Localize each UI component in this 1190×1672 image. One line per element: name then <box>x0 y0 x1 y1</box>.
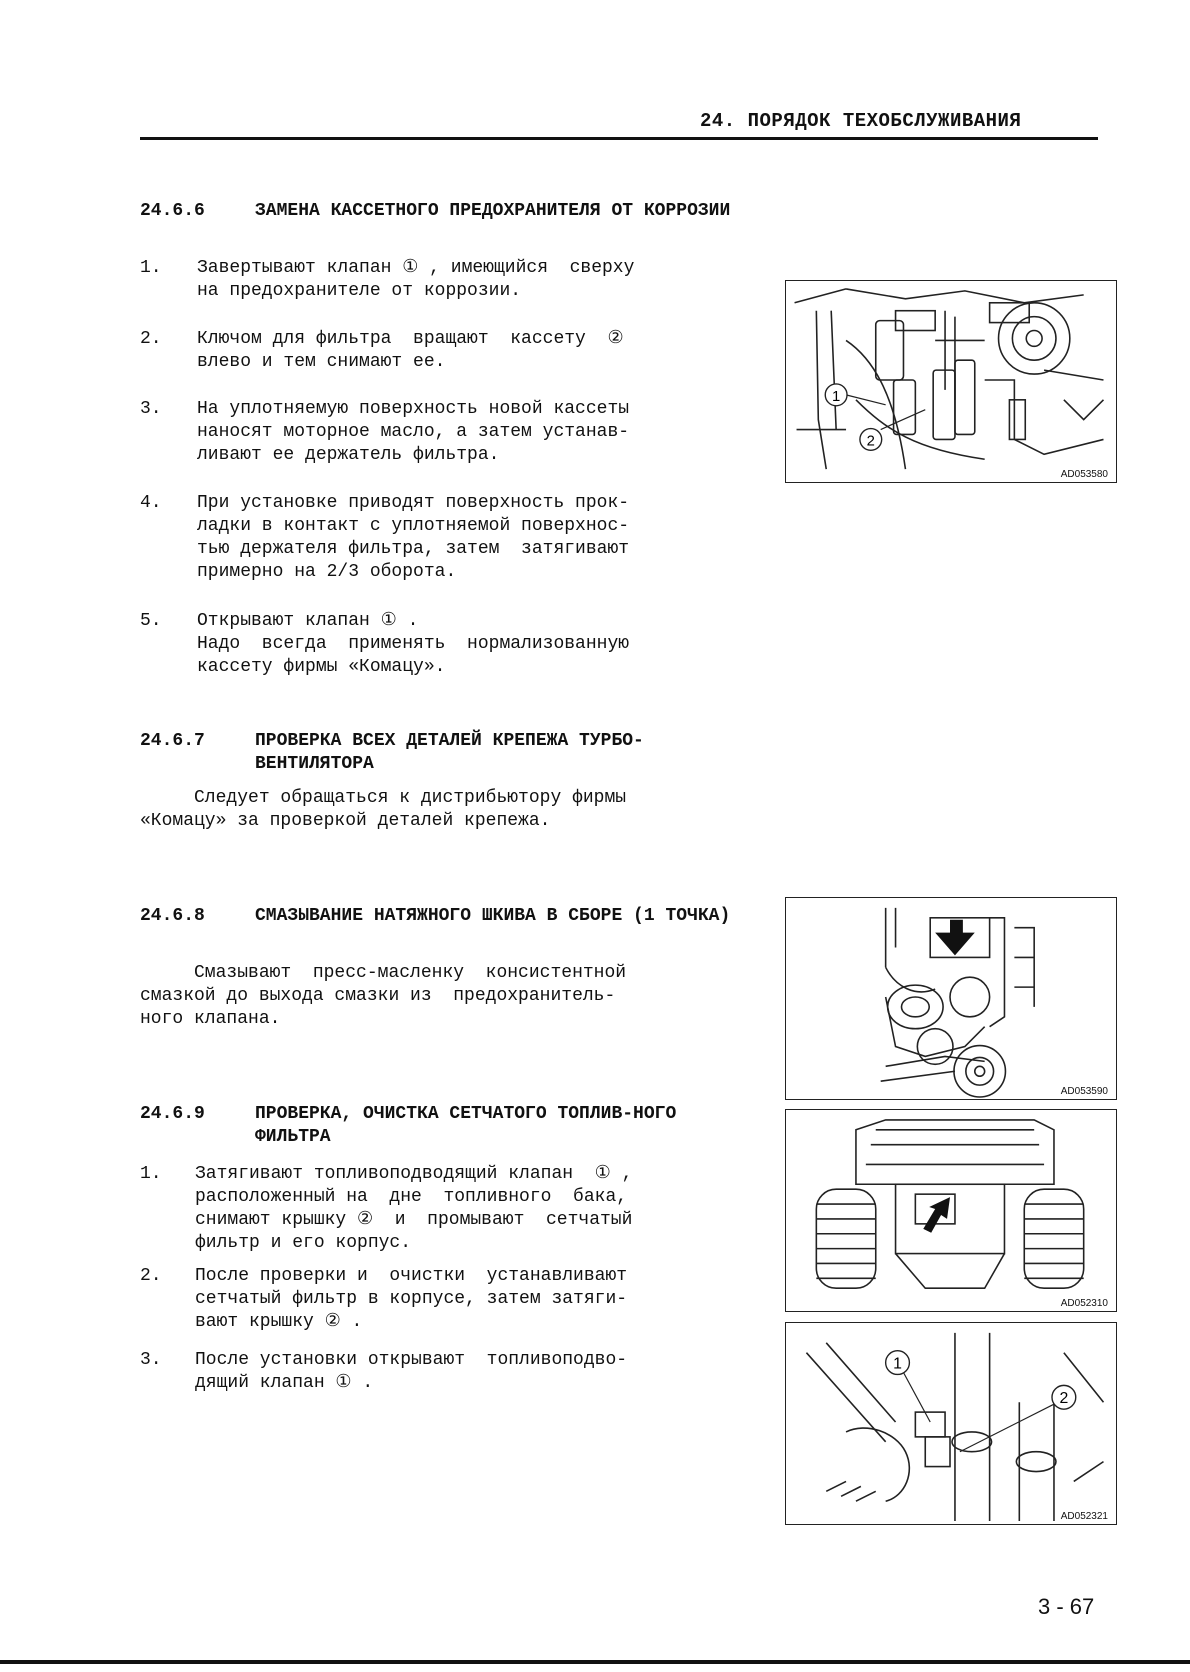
figure-fuel-tank-strainer-location <box>785 1109 1117 1312</box>
figure-label: AD053580 <box>1060 469 1108 480</box>
step-number: 3. <box>140 399 162 419</box>
machine-rear-drawing <box>786 1110 1116 1311</box>
step-text: После установки открывают топливоподво- дящий клапан ① . <box>195 1350 628 1393</box>
section-number: 24.6.8 <box>140 906 205 926</box>
step-text: Ключом для фильтра вращают кассету ② влево и тем снимают ее. <box>197 329 624 372</box>
step-number: 2. <box>140 329 162 349</box>
step-number: 2. <box>140 1266 162 1286</box>
callout-1: 1 <box>893 1355 902 1373</box>
section-title: СМАЗЫВАНИЕ НАТЯЖНОГО ШКИВА В СБОРЕ (1 ТОЧКА) <box>255 906 731 926</box>
bottom-rule <box>0 1660 1190 1664</box>
figure-fuel-strainer-closeup <box>785 1322 1117 1525</box>
section-body: Следует обращаться к дистрибьютору фирмы «Комацу» за проверкой деталей крепежа. <box>140 788 627 831</box>
section-title: ПРОВЕРКА ВСЕХ ДЕТАЛЕЙ КРЕПЕЖА ТУРБО-ВЕНТИЛЯТОРА <box>255 731 644 774</box>
step-number: 3. <box>140 1350 162 1370</box>
figure-label: AD052321 <box>1060 1511 1108 1522</box>
callout-2: 2 <box>1059 1390 1069 1408</box>
step-number: 5. <box>140 611 162 631</box>
step-text: На уплотняемую поверхность новой кассеты наносят моторное масло, а затем устанав- ливают ее держатель фильтра. <box>197 399 630 465</box>
step-text: При установке приводят поверхность прок- ладки в контакт с уплотняемой поверхнос- тью держателя фильтра, затем затягивают примерно на 2/3 оборота. <box>197 493 630 582</box>
figure-label: AD053590 <box>1060 1086 1108 1097</box>
figure-label: AD052310 <box>1060 1298 1108 1309</box>
callout-2: 2 <box>866 433 875 450</box>
step-text: Завертывают клапан ① , имеющийся сверху на предохранителе от коррозии. <box>197 258 635 301</box>
figure-corrosion-resistor <box>785 280 1117 483</box>
section-number: 24.6.7 <box>140 731 205 751</box>
section-number: 24.6.9 <box>140 1104 205 1124</box>
tension-pulley-drawing <box>786 898 1116 1099</box>
step-number: 4. <box>140 493 162 513</box>
page-number: 3 - 67 <box>1038 1594 1095 1619</box>
step-text: Открывают клапан ① . Надо всегда применять нормализованную кассету фирмы «Комацу». <box>197 611 630 677</box>
engine-compartment-drawing <box>786 281 1116 482</box>
section-title: ПРОВЕРКА, ОЧИСТКА СЕТЧАТОГО ТОПЛИВ-НОГО ФИЛЬТРА <box>255 1104 677 1147</box>
callout-1: 1 <box>832 388 841 405</box>
step-number: 1. <box>140 1164 162 1184</box>
step-number: 1. <box>140 258 162 278</box>
figure-tension-pulley <box>785 897 1117 1100</box>
section-body: Смазывают пресс-масленку консистентной смазкой до выхода смазки из предохранитель- ного клапана. <box>140 963 627 1029</box>
header-rule <box>140 137 1098 140</box>
arrow-icon <box>923 1197 950 1233</box>
strainer-closeup-drawing <box>786 1323 1116 1524</box>
step-text: Затягивают топливоподводящий клапан ① , расположенный на дне топливного бака, снимают крышку ② и промывают сетчатый фильтр и его корпус. <box>195 1164 633 1253</box>
running-header: 24. ПОРЯДОК ТЕХОБСЛУЖИВАНИЯ <box>700 110 1022 132</box>
section-title: ЗАМЕНА КАССЕТНОГО ПРЕДОХРАНИТЕЛЯ ОТ КОРРОЗИИ <box>255 201 731 221</box>
section-number: 24.6.6 <box>140 201 205 221</box>
step-text: После проверки и очистки устанавливают сетчатый фильтр в корпусе, затем затяги- вают крышку ② . <box>195 1266 628 1332</box>
arrow-icon <box>935 920 975 956</box>
